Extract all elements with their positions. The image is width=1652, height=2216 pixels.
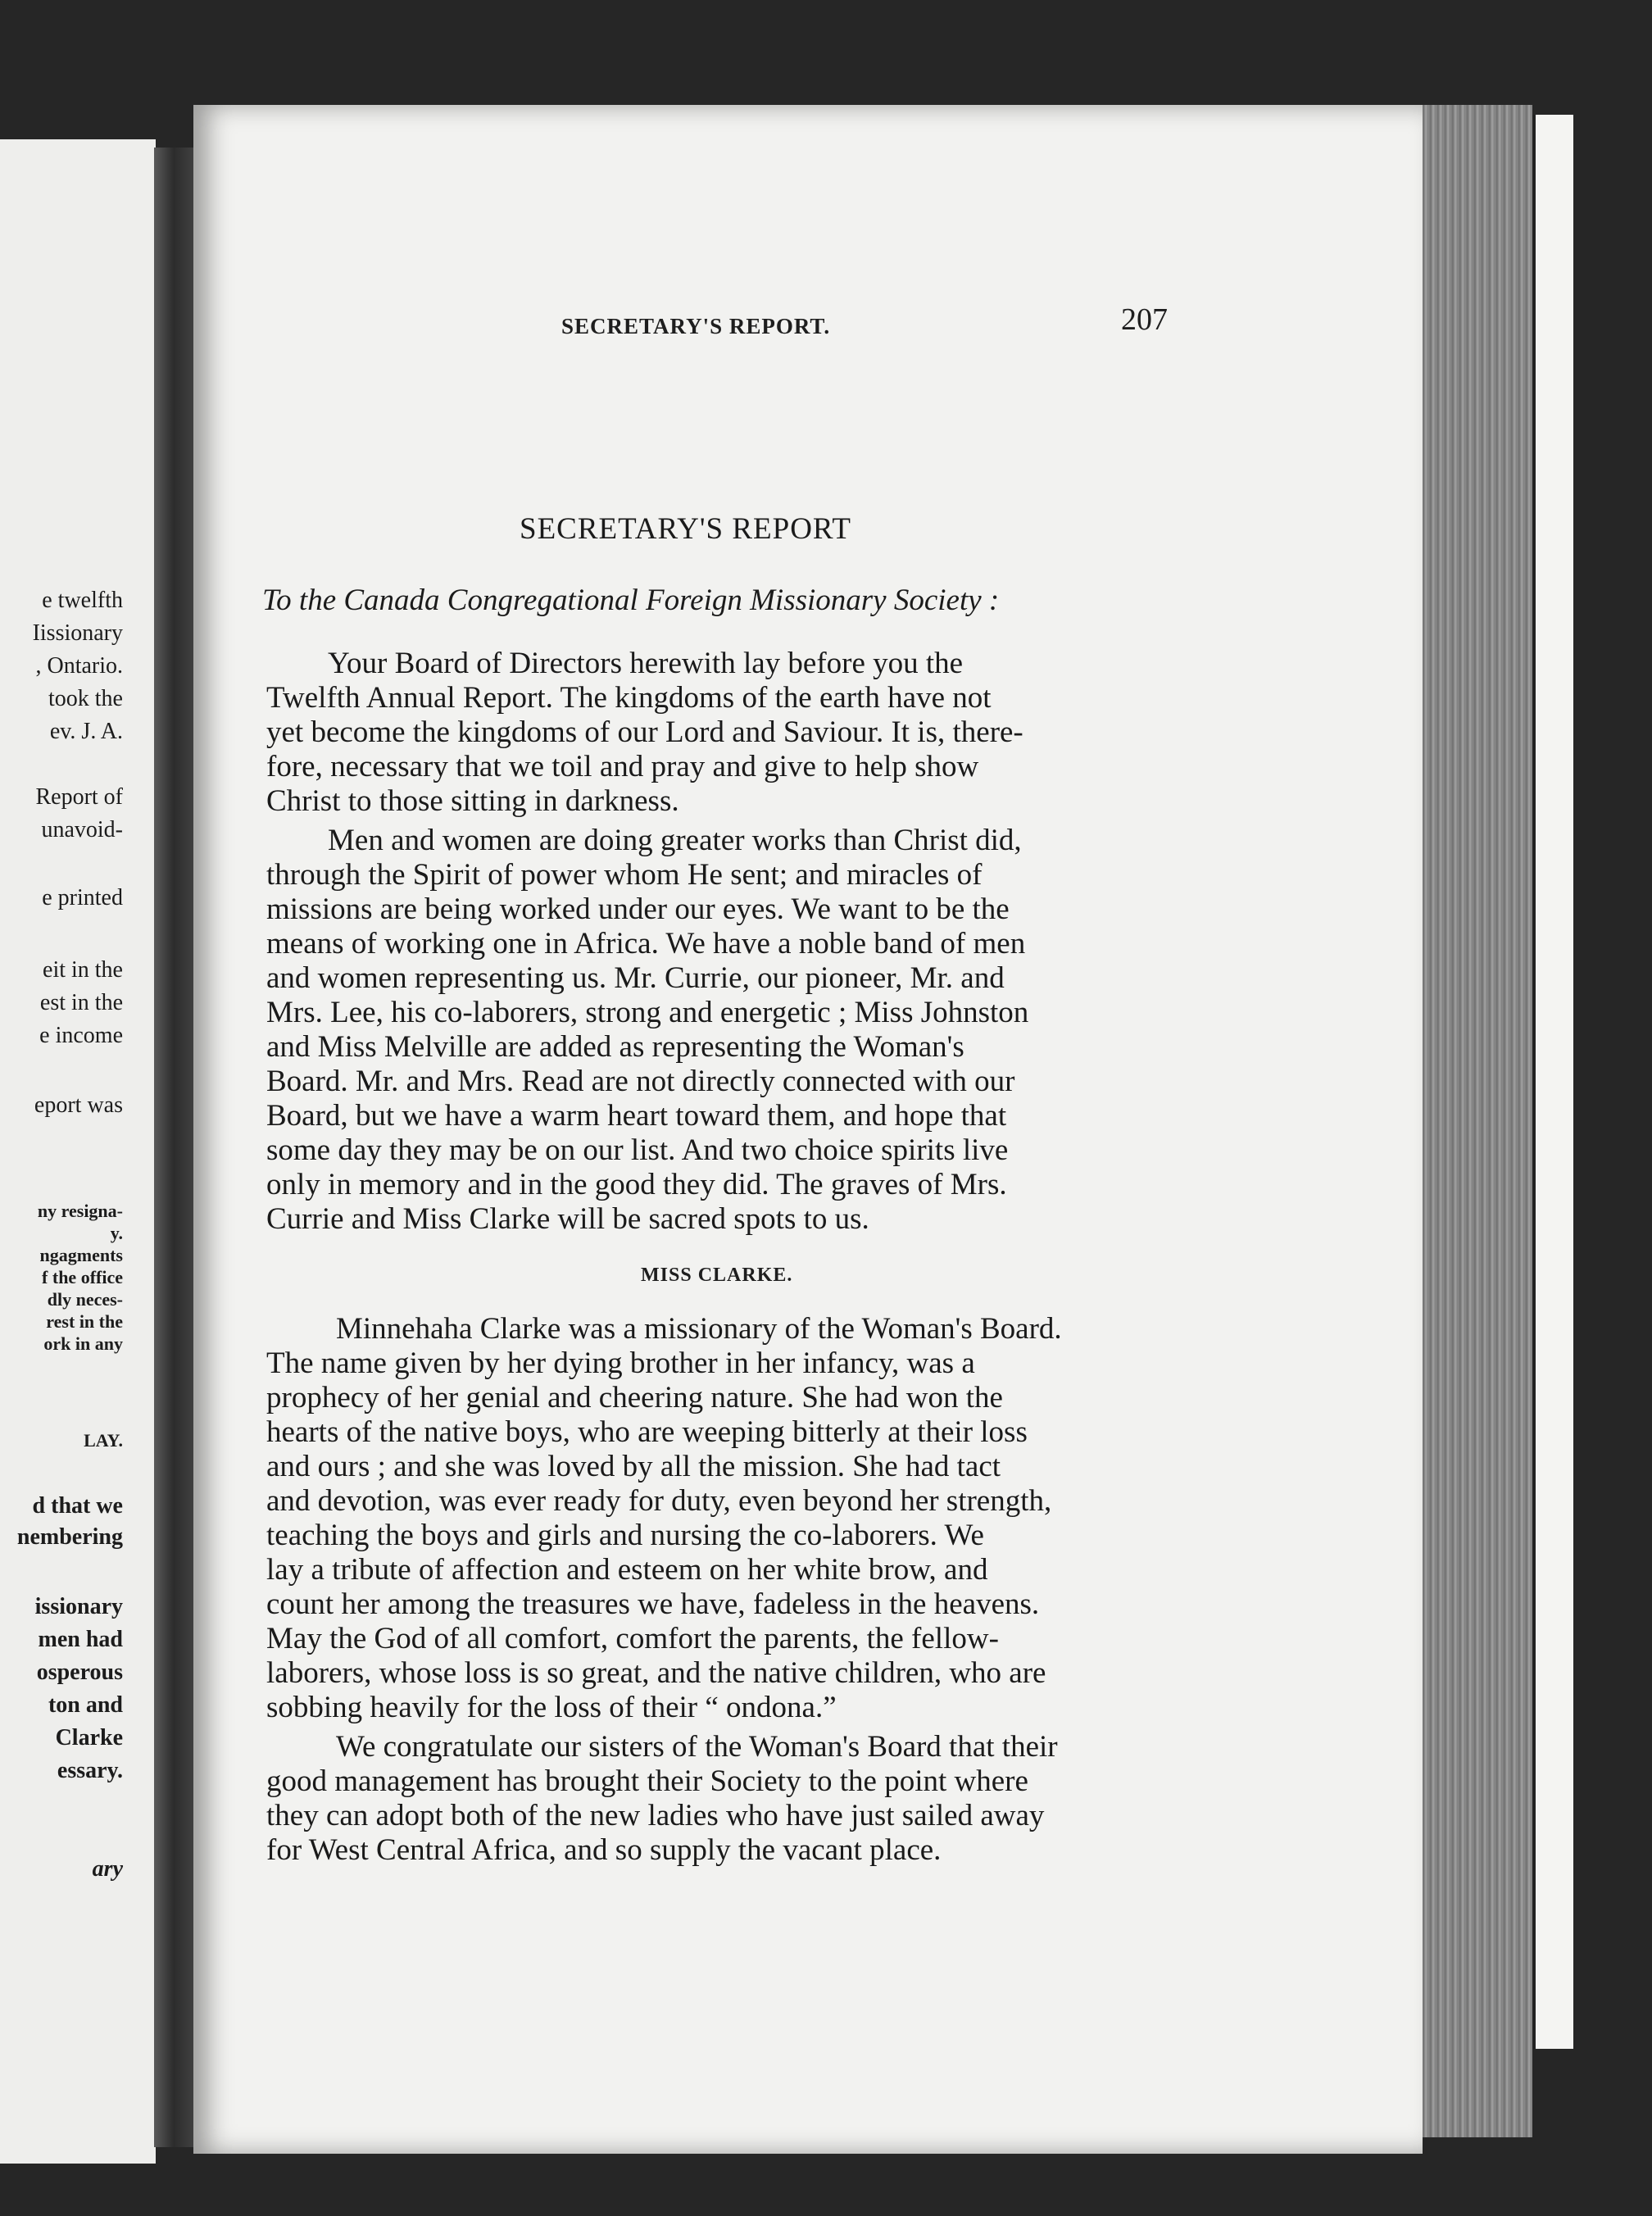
paragraph-line: hearts of the native boys, who are weeping bitterly at their loss: [266, 1415, 1028, 1449]
paragraph-line: and women representing us. Mr. Currie, our pioneer, Mr. and: [266, 961, 1005, 995]
left-page-line: e twelfth: [42, 588, 123, 613]
cover-board-edge: [1532, 115, 1573, 2049]
left-page-line: dly neces-: [47, 1289, 123, 1310]
running-head: SECRETARY'S REPORT.: [561, 314, 831, 338]
left-page-line: f the office: [42, 1267, 123, 1287]
paragraph-line: some day they may be on our list. And two choice spirits live: [266, 1133, 1009, 1167]
left-page-line: unavoid-: [41, 817, 123, 842]
paragraph-line: We congratulate our sisters of the Woman's Board that their: [336, 1730, 1058, 1764]
paragraph-line: they can adopt both of the new ladies who have just sailed away: [266, 1799, 1045, 1832]
paragraph-line: The name given by her dying brother in her infancy, was a: [266, 1346, 975, 1380]
paragraph-line: good management has brought their Society to the point where: [266, 1764, 1028, 1798]
paragraph-line: and ours ; and she was loved by all the mission. She had tact: [266, 1450, 1001, 1483]
paragraph-line: Christ to those sitting in darkness.: [266, 784, 679, 818]
left-page-line: nembering: [16, 1524, 123, 1550]
paragraph-line: Board. Mr. and Mrs. Read are not directly connected with our: [266, 1065, 1015, 1098]
left-page-line: y.: [110, 1223, 123, 1243]
left-page-line: ork in any: [43, 1333, 123, 1354]
left-facing-page: [0, 139, 156, 2164]
left-page-line: issionary: [34, 1594, 123, 1619]
left-page-line: e printed: [42, 885, 123, 910]
paragraph-line: prophecy of her genial and cheering nature. She had won the: [266, 1381, 1003, 1415]
paragraph-line: and devotion, was ever ready for duty, even beyond her strength,: [266, 1484, 1052, 1518]
paragraph-line: fore, necessary that we toil and pray and give to help show: [266, 750, 979, 783]
report-title: SECRETARY'S REPORT: [520, 512, 851, 546]
left-page-line: Iissionary: [32, 620, 123, 646]
paragraph-line: Twelfth Annual Report. The kingdoms of the earth have not: [266, 681, 992, 715]
paragraph-line: Mrs. Lee, his co-laborers, strong and energetic ; Miss Johnston: [266, 996, 1029, 1029]
paragraph-line: Board, but we have a warm heart toward them, and hope that: [266, 1099, 1007, 1133]
left-page-line: Report of: [35, 784, 123, 810]
paragraph-line: laborers, whose loss is so great, and the native children, who are: [266, 1656, 1046, 1690]
paragraph-line: Your Board of Directors herewith lay before you the: [328, 647, 964, 680]
left-page-line: eit in the: [43, 957, 123, 983]
paragraph-line: count her among the treasures we have, fadeless in the heavens.: [266, 1587, 1040, 1621]
left-page-line: essary.: [57, 1758, 123, 1783]
paragraph-line: Currie and Miss Clarke will be sacred spots to us.: [266, 1202, 869, 1236]
left-page-line: ev. J. A.: [49, 719, 123, 744]
left-page-line: men had: [38, 1627, 123, 1652]
left-page-line: ton and: [48, 1692, 123, 1718]
left-page-line: Clarke: [55, 1725, 123, 1751]
left-page-line: took the: [48, 686, 123, 711]
paragraph-line: yet become the kingdoms of our Lord and Saviour. It is, there-: [266, 715, 1023, 749]
section-heading: MISS CLARKE.: [641, 1265, 793, 1286]
left-page-line: e income: [39, 1023, 123, 1048]
paragraph-line: Minnehaha Clarke was a missionary of the Woman's Board.: [336, 1312, 1062, 1346]
paragraph-line: and Miss Melville are added as representing the Woman's: [266, 1030, 964, 1064]
left-page-line: ngagments: [39, 1245, 123, 1265]
left-page-line: d that we: [32, 1493, 123, 1519]
left-page-line: osperous: [36, 1660, 123, 1685]
paragraph-line: lay a tribute of affection and esteem on her white brow, and: [266, 1553, 988, 1587]
left-page-line: est in the: [39, 990, 123, 1015]
paragraph-line: sobbing heavily for the loss of their “ ondona.”: [266, 1691, 837, 1724]
left-page-line: eport was: [34, 1092, 123, 1118]
left-page-line: ny resigna-: [37, 1201, 123, 1221]
paragraph-line: only in memory and in the good they did. The graves of Mrs.: [266, 1168, 1007, 1201]
left-page-line: , Ontario.: [35, 653, 123, 679]
paragraph-line: missions are being worked under our eyes. We want to be the: [266, 892, 1010, 926]
page-number: 207: [1121, 302, 1168, 337]
left-page-line: LAY.: [84, 1430, 123, 1451]
paragraph-line: for West Central Africa, and so supply the vacant place.: [266, 1833, 942, 1867]
paragraph-line: teaching the boys and girls and nursing the co-laborers. We: [266, 1519, 984, 1552]
paragraph-line: means of working one in Africa. We have a noble band of men: [266, 927, 1026, 960]
paragraph-line: Men and women are doing greater works than Christ did,: [328, 824, 1022, 857]
left-page-line: ary: [92, 1856, 123, 1882]
salutation: To the Canada Congregational Foreign Missionary Society :: [262, 584, 1000, 617]
paragraph-line: through the Spirit of power whom He sent; and miracles of: [266, 858, 983, 892]
paragraph-line: May the God of all comfort, comfort the parents, the fellow-: [266, 1622, 999, 1655]
left-page-line: rest in the: [46, 1311, 123, 1332]
